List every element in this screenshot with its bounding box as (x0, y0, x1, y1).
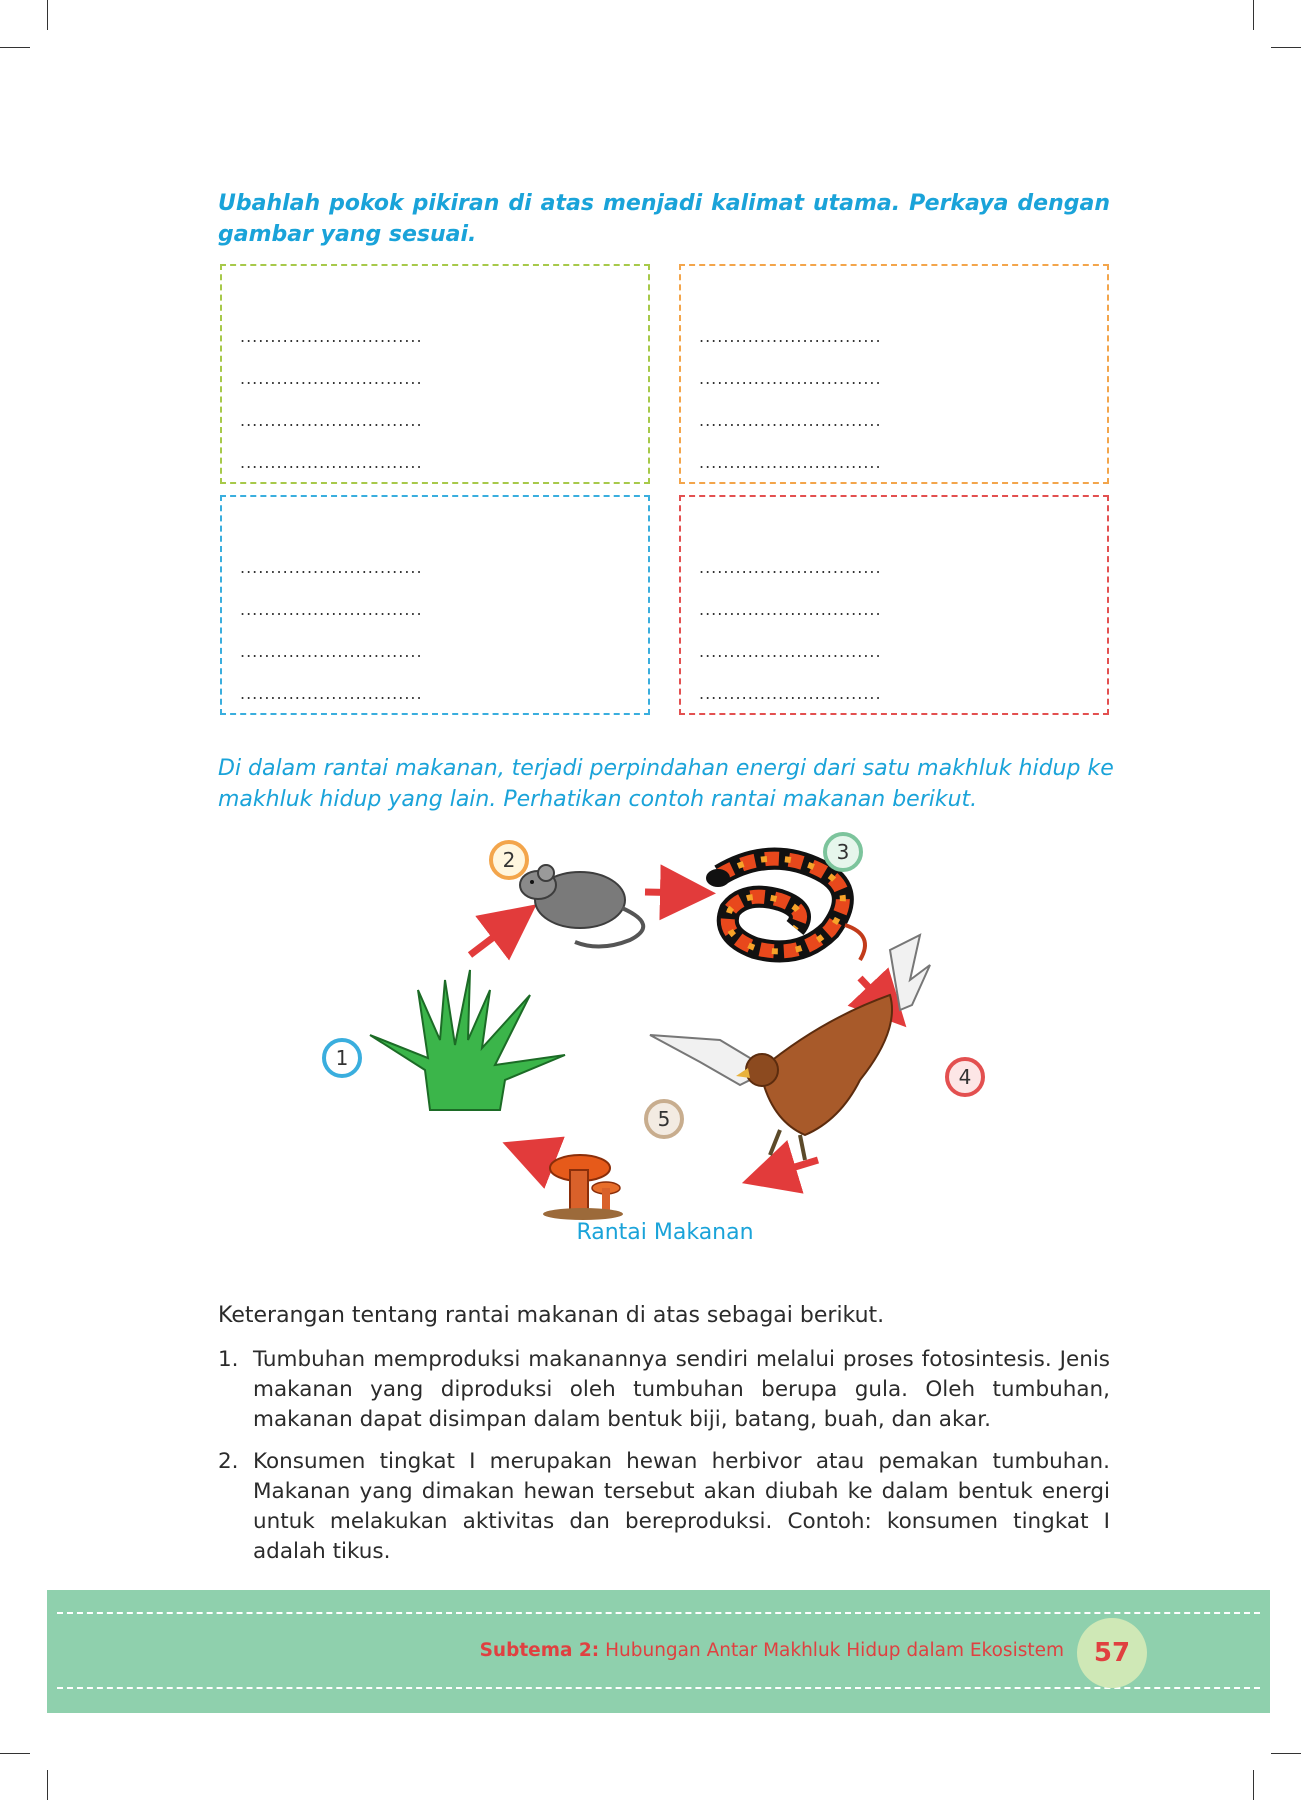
subtema-name: Hubungan Antar Makhluk Hidup dalam Ekosistem (605, 1640, 1064, 1661)
mushroom-illustration (543, 1155, 623, 1220)
answer-line[interactable]: .............................. (699, 642, 882, 661)
crop-mark (1253, 0, 1254, 30)
badge-number: 4 (958, 1065, 972, 1089)
answer-line[interactable]: .............................. (699, 327, 882, 346)
answer-line[interactable]: .............................. (699, 411, 882, 430)
answer-line[interactable]: .............................. (240, 411, 423, 430)
answer-line[interactable]: .............................. (240, 369, 423, 388)
intro-paragraph: Di dalam rantai makanan, terjadi perpindahan energi dari satu makhluk hidup ke makhluk hidup yang lain. Perhatikan contoh rantai makanan berikut. (218, 756, 1114, 812)
list-number: 1. (218, 1347, 239, 1372)
crop-mark (47, 0, 48, 30)
answer-line[interactable]: .............................. (699, 600, 882, 619)
answer-line[interactable]: .............................. (699, 684, 882, 703)
answer-line[interactable]: .............................. (240, 558, 423, 577)
grass-illustration (370, 970, 565, 1110)
answer-box-orange[interactable] (679, 264, 1109, 484)
answer-line[interactable]: .............................. (240, 453, 423, 472)
mouse-illustration (520, 865, 643, 947)
diagram-caption: Rantai Makanan (576, 1220, 754, 1245)
crop-mark (1253, 1770, 1254, 1800)
answer-box-blue[interactable] (220, 495, 650, 715)
badge-number: 2 (502, 848, 516, 872)
food-chain-illustration (300, 830, 1020, 1250)
crop-mark (1271, 1753, 1301, 1754)
footer-divider (57, 1687, 1260, 1689)
badge-number: 3 (836, 840, 850, 864)
arrow-eagle-to-mushroom (762, 1160, 818, 1177)
answer-box-red[interactable] (679, 495, 1109, 715)
badge-1 (324, 1040, 360, 1076)
answer-line[interactable]: .............................. (699, 453, 882, 472)
footer-divider (57, 1612, 1260, 1614)
subtema-label: Subtema 2: (479, 1640, 600, 1661)
list-number: 2. (218, 1449, 239, 1474)
crop-mark (1271, 47, 1301, 48)
answer-line[interactable]: .............................. (240, 684, 423, 703)
badge-number: 5 (657, 1107, 671, 1131)
badge-number: 1 (335, 1046, 349, 1070)
snake-illustration (706, 859, 865, 960)
badge-4 (947, 1059, 983, 1095)
answer-line[interactable]: .............................. (240, 600, 423, 619)
list-item (218, 1345, 1110, 1435)
subtema-title (480, 1640, 1064, 1661)
arrow-grass-to-mouse (470, 917, 520, 955)
list-text: Konsumen tingkat I merupakan hewan herbivor atau pemakan tumbuhan. Makanan yang dimakan hewan tersebut akan diubah ke dalam bentuk energi untuk melakukan aktivitas dan bereproduksi. Contoh: konsumen tingkat I adalah tikus. (253, 1449, 1110, 1564)
list-item (218, 1447, 1110, 1567)
badge-5 (646, 1101, 682, 1137)
instruction-text: Ubahlah pokok pikiran di atas menjadi kalimat utama. Perkaya dengan gambar yang sesuai. (218, 191, 1110, 247)
badge-3 (825, 834, 861, 870)
answer-line[interactable]: .............................. (699, 369, 882, 388)
eagle-illustration (650, 935, 930, 1160)
page-number: 57 (1077, 1618, 1147, 1688)
page-footer (47, 1590, 1270, 1713)
answer-line[interactable]: .............................. (240, 642, 423, 661)
badge-2 (491, 842, 527, 878)
arrow-mouse-to-snake (645, 892, 695, 893)
food-chain-diagram (300, 830, 1020, 1250)
answer-line[interactable]: .............................. (699, 558, 882, 577)
crop-mark (0, 1753, 30, 1754)
crop-mark (47, 1770, 48, 1800)
crop-mark (0, 47, 30, 48)
answer-box-green[interactable] (220, 264, 650, 484)
explanation-list (218, 1345, 1110, 1579)
list-text: Tumbuhan memproduksi makanannya sendiri melalui proses fotosintesis. Jenis makanan yang diproduksi oleh tumbuhan berupa gula. Oleh tumbuhan, makanan dapat disimpan dalam bentuk biji, batang, buah, dan akar. (253, 1347, 1110, 1432)
answer-line[interactable]: .............................. (240, 327, 423, 346)
keterangan-text: Keterangan tentang rantai makanan di atas sebagai berikut. (218, 1303, 885, 1328)
